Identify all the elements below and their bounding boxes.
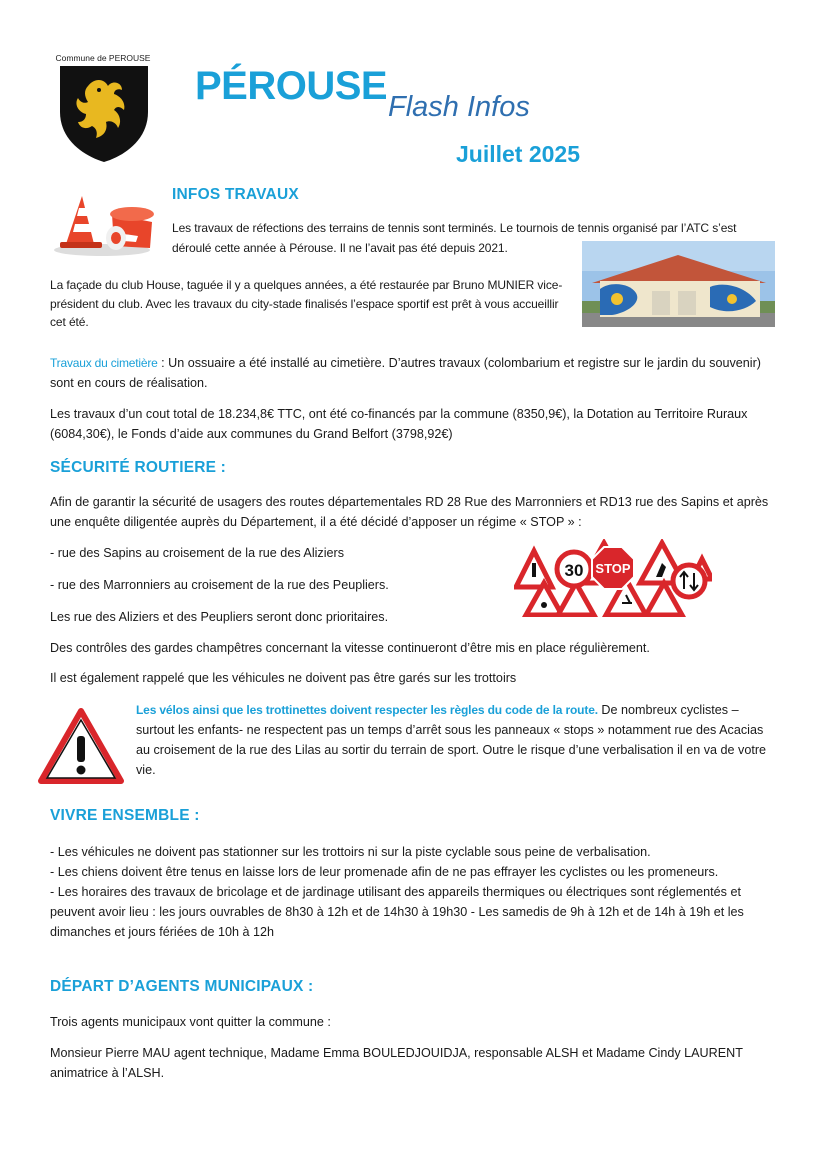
velos-paragraph [136, 700, 778, 780]
section-heading-securite-routiere: SÉCURITÉ ROUTIERE : [50, 459, 227, 476]
depart-agents-paragraph: Monsieur Pierre MAU agent technique, Madame Emma BOULEDJOUIDJA, responsable ALSH et Madame Cindy LAURENT animatrice à l’ALSH. [50, 1046, 743, 1080]
section-heading-vivre-ensemble: VIVRE ENSEMBLE : [50, 807, 200, 824]
vivre-item-horaires: - Les horaires des travaux de bricolage et de jardinage utilisant des appareils thermiques ou électriques sont réglementés et peuvent avoir lieu : les jours ouvrables de 8h30 à 12h et de 14h30 à 19h30 - Les samedis de 9h à 12h et de 14h à 19h et les dimanches et jours fériées de 10h à 12h [50, 885, 744, 939]
securite-intro-paragraph: Afin de garantir la sécurité de usagers des routes départementales RD 28 Rue des Marronniers et RD13 rue des Sapins et après une enquête diligentée auprès du Département, il a été décidé d’apposer un régime « STOP » : [50, 495, 769, 529]
traffic-cones-image [52, 192, 156, 258]
stop-item-sapins: - rue des Sapins au croisement de la rue des Aliziers [50, 546, 345, 560]
vivre-ensemble-list [50, 842, 780, 942]
page-subtitle: Flash Infos [388, 91, 530, 123]
club-house-photo [582, 241, 775, 327]
cimetiere-label: Travaux du cimetière [50, 356, 158, 370]
velos-text: De nombreux cyclistes – surtout les enfants- ne respectent pas un temps d’arrêt sous les panneaux « stops » notamment rue des Acacias au croisement de la rue des Lilas au sortir du terrain de sport. Outre le risque d’une verbalisation il en va de votre vie. [136, 703, 767, 777]
stop-item-marronniers: - rue des Marronniers au croisement de la rue des Peupliers. [50, 578, 389, 592]
section-heading-depart-agents: DÉPART D’AGENTS MUNICIPAUX : [50, 978, 314, 995]
controles-paragraph: Des contrôles des gardes champêtres concernant la vitesse continueront d’être mis en place régulièrement. [50, 641, 650, 655]
depart-intro-paragraph: Trois agents municipaux vont quitter la commune : [50, 1015, 331, 1029]
cimetiere-paragraph [50, 353, 778, 393]
travaux-cost-paragraph: Les travaux d’un cout total de 18.234,8€ TTC, ont été co-financés par la commune (8350,9€), la Dotation au Territoire Ruraux (6084,30€), le Fonds d’aide aux communes du Grand Belfort (3798,92€) [50, 407, 748, 441]
warning-triangle-icon [38, 708, 124, 784]
commune-label: Commune de PEROUSE [55, 53, 151, 63]
page-title: PÉROUSE [195, 64, 388, 108]
section-heading-infos-travaux: INFOS TRAVAUX [172, 186, 299, 203]
tennis-paragraph: Les travaux de réfections des terrains de tennis sont terminés. Le tournois de tennis organisé par l’ATC s’est déroulé cette année à Pérouse. Il ne l’avait pas été depuis 2021. [172, 221, 737, 255]
vivre-item-chiens: - Les chiens doivent être tenus en laisse lors de leur promenade afin de ne pas effrayer les cyclistes ou les promeneurs. [50, 865, 719, 879]
road-signs-image [514, 539, 712, 617]
stop-sign-text: STOP [595, 561, 631, 576]
vivre-item-vehicules: - Les véhicules ne doivent pas stationner sur les trottoirs ni sur la piste cyclable sous peine de verbalisation. [50, 845, 651, 859]
coat-of-arms-logo [58, 64, 150, 164]
cimetiere-text: : Un ossuaire a été installé au cimetière. D’autres travaux (colombarium et registre sur le jardin du souvenir) sont en cours de réalisation. [50, 356, 761, 390]
club-house-paragraph: La façade du club House, taguée il y a quelques années, a été restaurée par Bruno MUNIER vice-président du club. Avec les travaux du city-stade finalisés l’espace sportif est prêt à vous accueillir cet été. [50, 278, 563, 329]
velos-highlight: Les vélos ainsi que les trottinettes doivent respecter les règles du code de la route. [136, 703, 598, 717]
issue-month: Juillet 2025 [456, 141, 581, 167]
stationnement-paragraph: Il est également rappelé que les véhicules ne doivent pas être garés sur les trottoirs [50, 671, 517, 685]
speed-limit-value: 30 [564, 561, 584, 580]
prioritaires-paragraph: Les rue des Aliziers et des Peupliers seront donc prioritaires. [50, 610, 389, 624]
